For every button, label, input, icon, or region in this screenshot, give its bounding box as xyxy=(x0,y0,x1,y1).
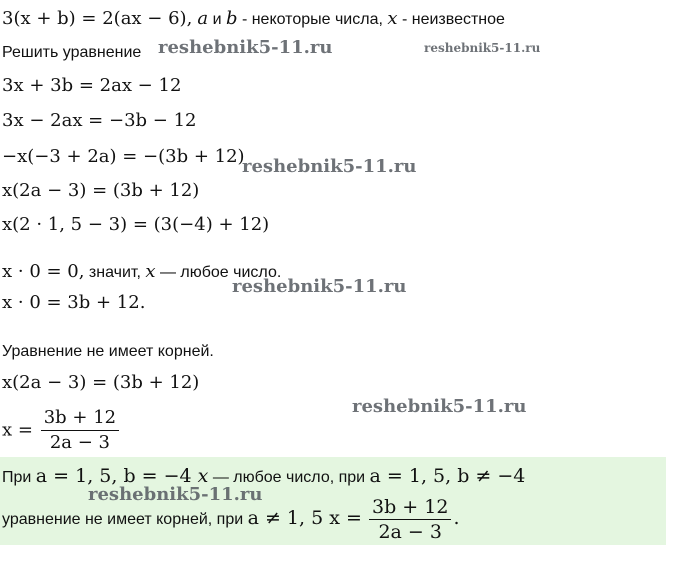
conclusion-numerator: 3b + 12 xyxy=(369,495,451,520)
conclusion-line-1 xyxy=(2,465,525,487)
watermark: reshebnik5-11.ru xyxy=(232,276,407,297)
given-text: - некоторые числа, xyxy=(237,11,388,28)
fraction-numerator: 3b + 12 xyxy=(41,406,119,431)
step-7: x · 0 = 3b + 12. xyxy=(2,292,146,313)
var-x: x xyxy=(387,8,398,29)
no-roots-text: Уравнение не имеет корней. xyxy=(2,343,214,360)
fraction-denominator: 2a − 3 xyxy=(49,432,110,453)
conclusion-math-1: a = 1, 5, b = −4 xyxy=(35,465,192,487)
conclusion-fraction xyxy=(369,495,451,544)
conclusion-period: . xyxy=(453,507,460,529)
task-label: Решить уравнение xyxy=(2,44,142,61)
step-2: 3x − 2ax = −3b − 12 xyxy=(2,110,197,131)
conclusion-text-3: уравнение не имеет корней, при xyxy=(2,511,248,528)
step-6-math: x · 0 = 0, xyxy=(2,261,85,282)
var-b: b xyxy=(225,8,238,29)
conclusion-lhs: x = xyxy=(323,507,362,529)
watermark: reshebnik5-11.ru xyxy=(424,41,541,55)
step-5: x(2 · 1, 5 − 3) = (3(−4) + 12) xyxy=(2,214,270,235)
conclusion-math-3: a ≠ 1, 5 xyxy=(247,507,324,529)
given-text-2: - неизвестное xyxy=(397,11,505,28)
step-6-text-2: — любое число. xyxy=(155,264,282,281)
watermark: reshebnik5-11.ru xyxy=(88,484,263,505)
solution-fraction xyxy=(41,406,119,455)
watermark: reshebnik5-11.ru xyxy=(352,396,527,417)
step-3: −x(−3 + 2a) = −(3b + 12) xyxy=(2,146,245,167)
text-and: и xyxy=(208,11,226,28)
given-line xyxy=(2,8,505,29)
solution-formula xyxy=(2,406,121,455)
step-1: 3x + 3b = 2ax − 12 xyxy=(2,75,182,96)
conclusion-text-2: — любое число, при xyxy=(208,469,370,486)
var-a: a xyxy=(197,8,209,29)
conclusion-var-x: x xyxy=(191,465,209,487)
given-equation: 3(x + b) = 2(ax − 6), xyxy=(2,8,193,29)
watermark: reshebnik5-11.ru xyxy=(242,156,417,177)
solution-lhs: x = xyxy=(2,419,33,441)
step-4: x(2a − 3) = (3b + 12) xyxy=(2,180,200,201)
conclusion-math-2: a = 1, 5, b ≠ −4 xyxy=(369,465,526,487)
step-6-text: значит, xyxy=(84,264,146,281)
conclusion-denominator: 2a − 3 xyxy=(378,521,442,543)
watermark: reshebnik5-11.ru xyxy=(158,37,333,58)
step-8: x(2a − 3) = (3b + 12) xyxy=(2,372,200,393)
step-6-var: x xyxy=(145,261,156,282)
conclusion-text-1: При xyxy=(2,469,36,486)
